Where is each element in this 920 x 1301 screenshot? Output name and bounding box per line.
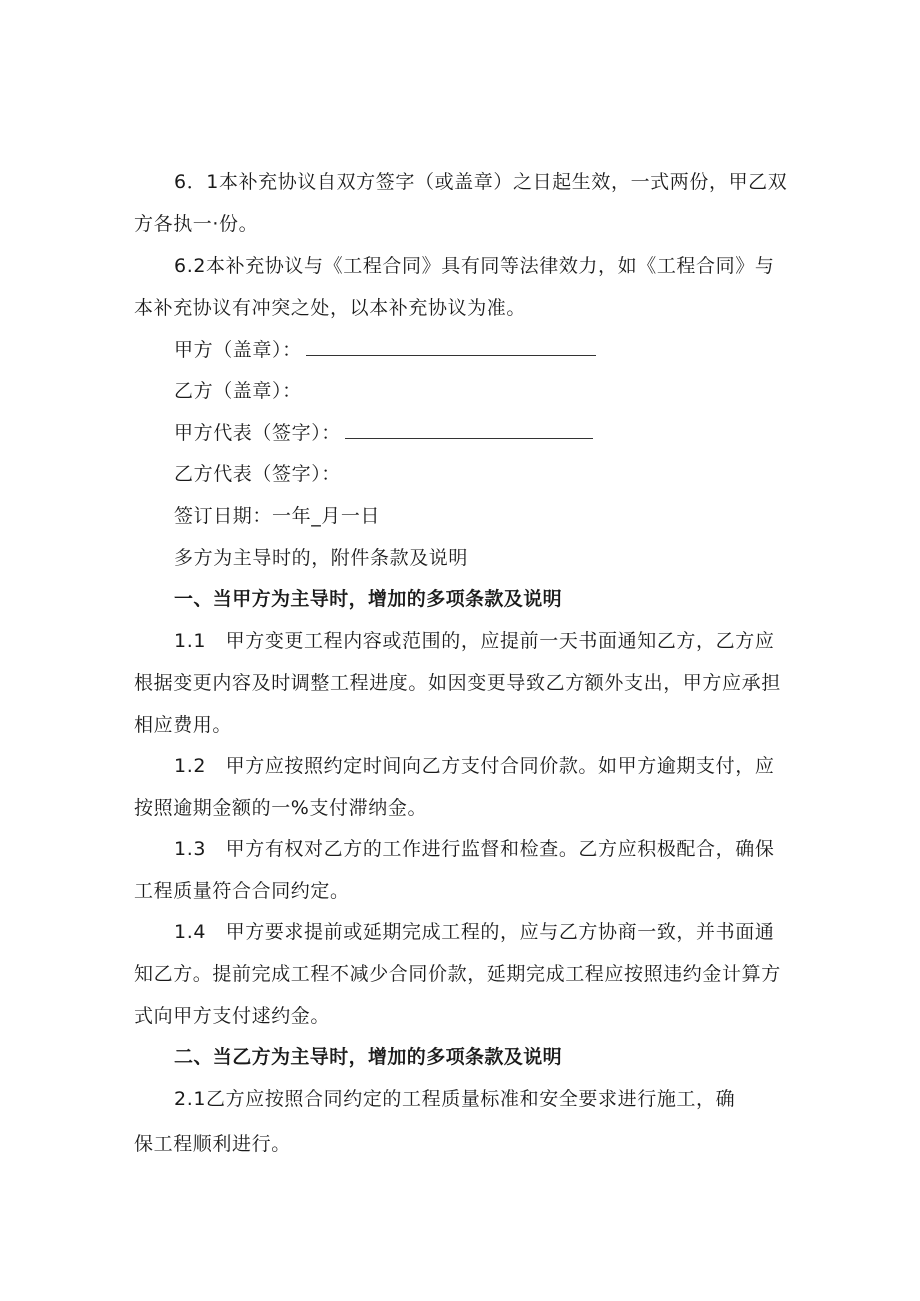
- clause-1-4: 1.4 甲方要求提前或延期完成工程的，应与乙方协商一致，并书面通知乙方。提前完成工程不减少合同价款，延期完成工程应按照违约金计算方式向甲方支付逑约金。: [134, 921, 781, 1027]
- party-a-seal-row: [174, 329, 596, 371]
- sign-date: 签订日期：一年_月一日: [174, 505, 381, 527]
- party-a-rep-row: [174, 412, 593, 454]
- clause-6-2: 6.2本补充协议与《工程合同》具有同等法律效力，如《工程合同》与本补充协议有冲突之处，以本补充协议为准。: [134, 255, 775, 319]
- clause-2-1-line1: 2.1乙方应按照合同约定的工程质量标准和安全要求进行施工，确: [174, 1088, 736, 1110]
- clause-1-1: 1.1 甲方变更工程内容或范围的，应提前一天书面通知乙方，乙方应根据变更内容及时调整工程进度。如因变更导致乙方额外支出，甲方应承担相应费用。: [134, 630, 781, 736]
- clause-6-1: 6．1本补充协议自双方签字（或盖章）之日起生效，一式两份，甲乙双方各执一·份。: [134, 171, 788, 235]
- party-a-rep-label: 甲方代表（签字）：: [174, 422, 341, 444]
- party-b-rep-label: 乙方代表（签字）：: [174, 463, 341, 485]
- party-b-seal-label: 乙方（盖章）：: [174, 380, 302, 402]
- section-2-heading: 二、当乙方为主导时，增加的多项条款及说明: [174, 1046, 563, 1068]
- clause-1-2: 1.2 甲方应按照约定时间向乙方支付合同价款。如甲方逾期支付，应按照逾期金额的一%支付滞纳金。: [134, 755, 775, 819]
- section-1-heading: 一、当甲方为主导时，增加的多项条款及说明: [174, 588, 563, 610]
- party-a-seal-signature-line: [306, 339, 596, 356]
- multi-party-note: 多方为主导时的，附件条款及说明: [174, 547, 469, 569]
- party-a-seal-label: 甲方（盖章）：: [174, 339, 302, 361]
- party-a-rep-signature-line: [345, 422, 593, 439]
- clause-1-3: 1.3 甲方有权对乙方的工作进行监督和检查。乙方应积极配合，确保工程质量符合合同约定。: [134, 838, 775, 902]
- clause-2-1-line2: 保工程顺利进行。: [134, 1133, 291, 1155]
